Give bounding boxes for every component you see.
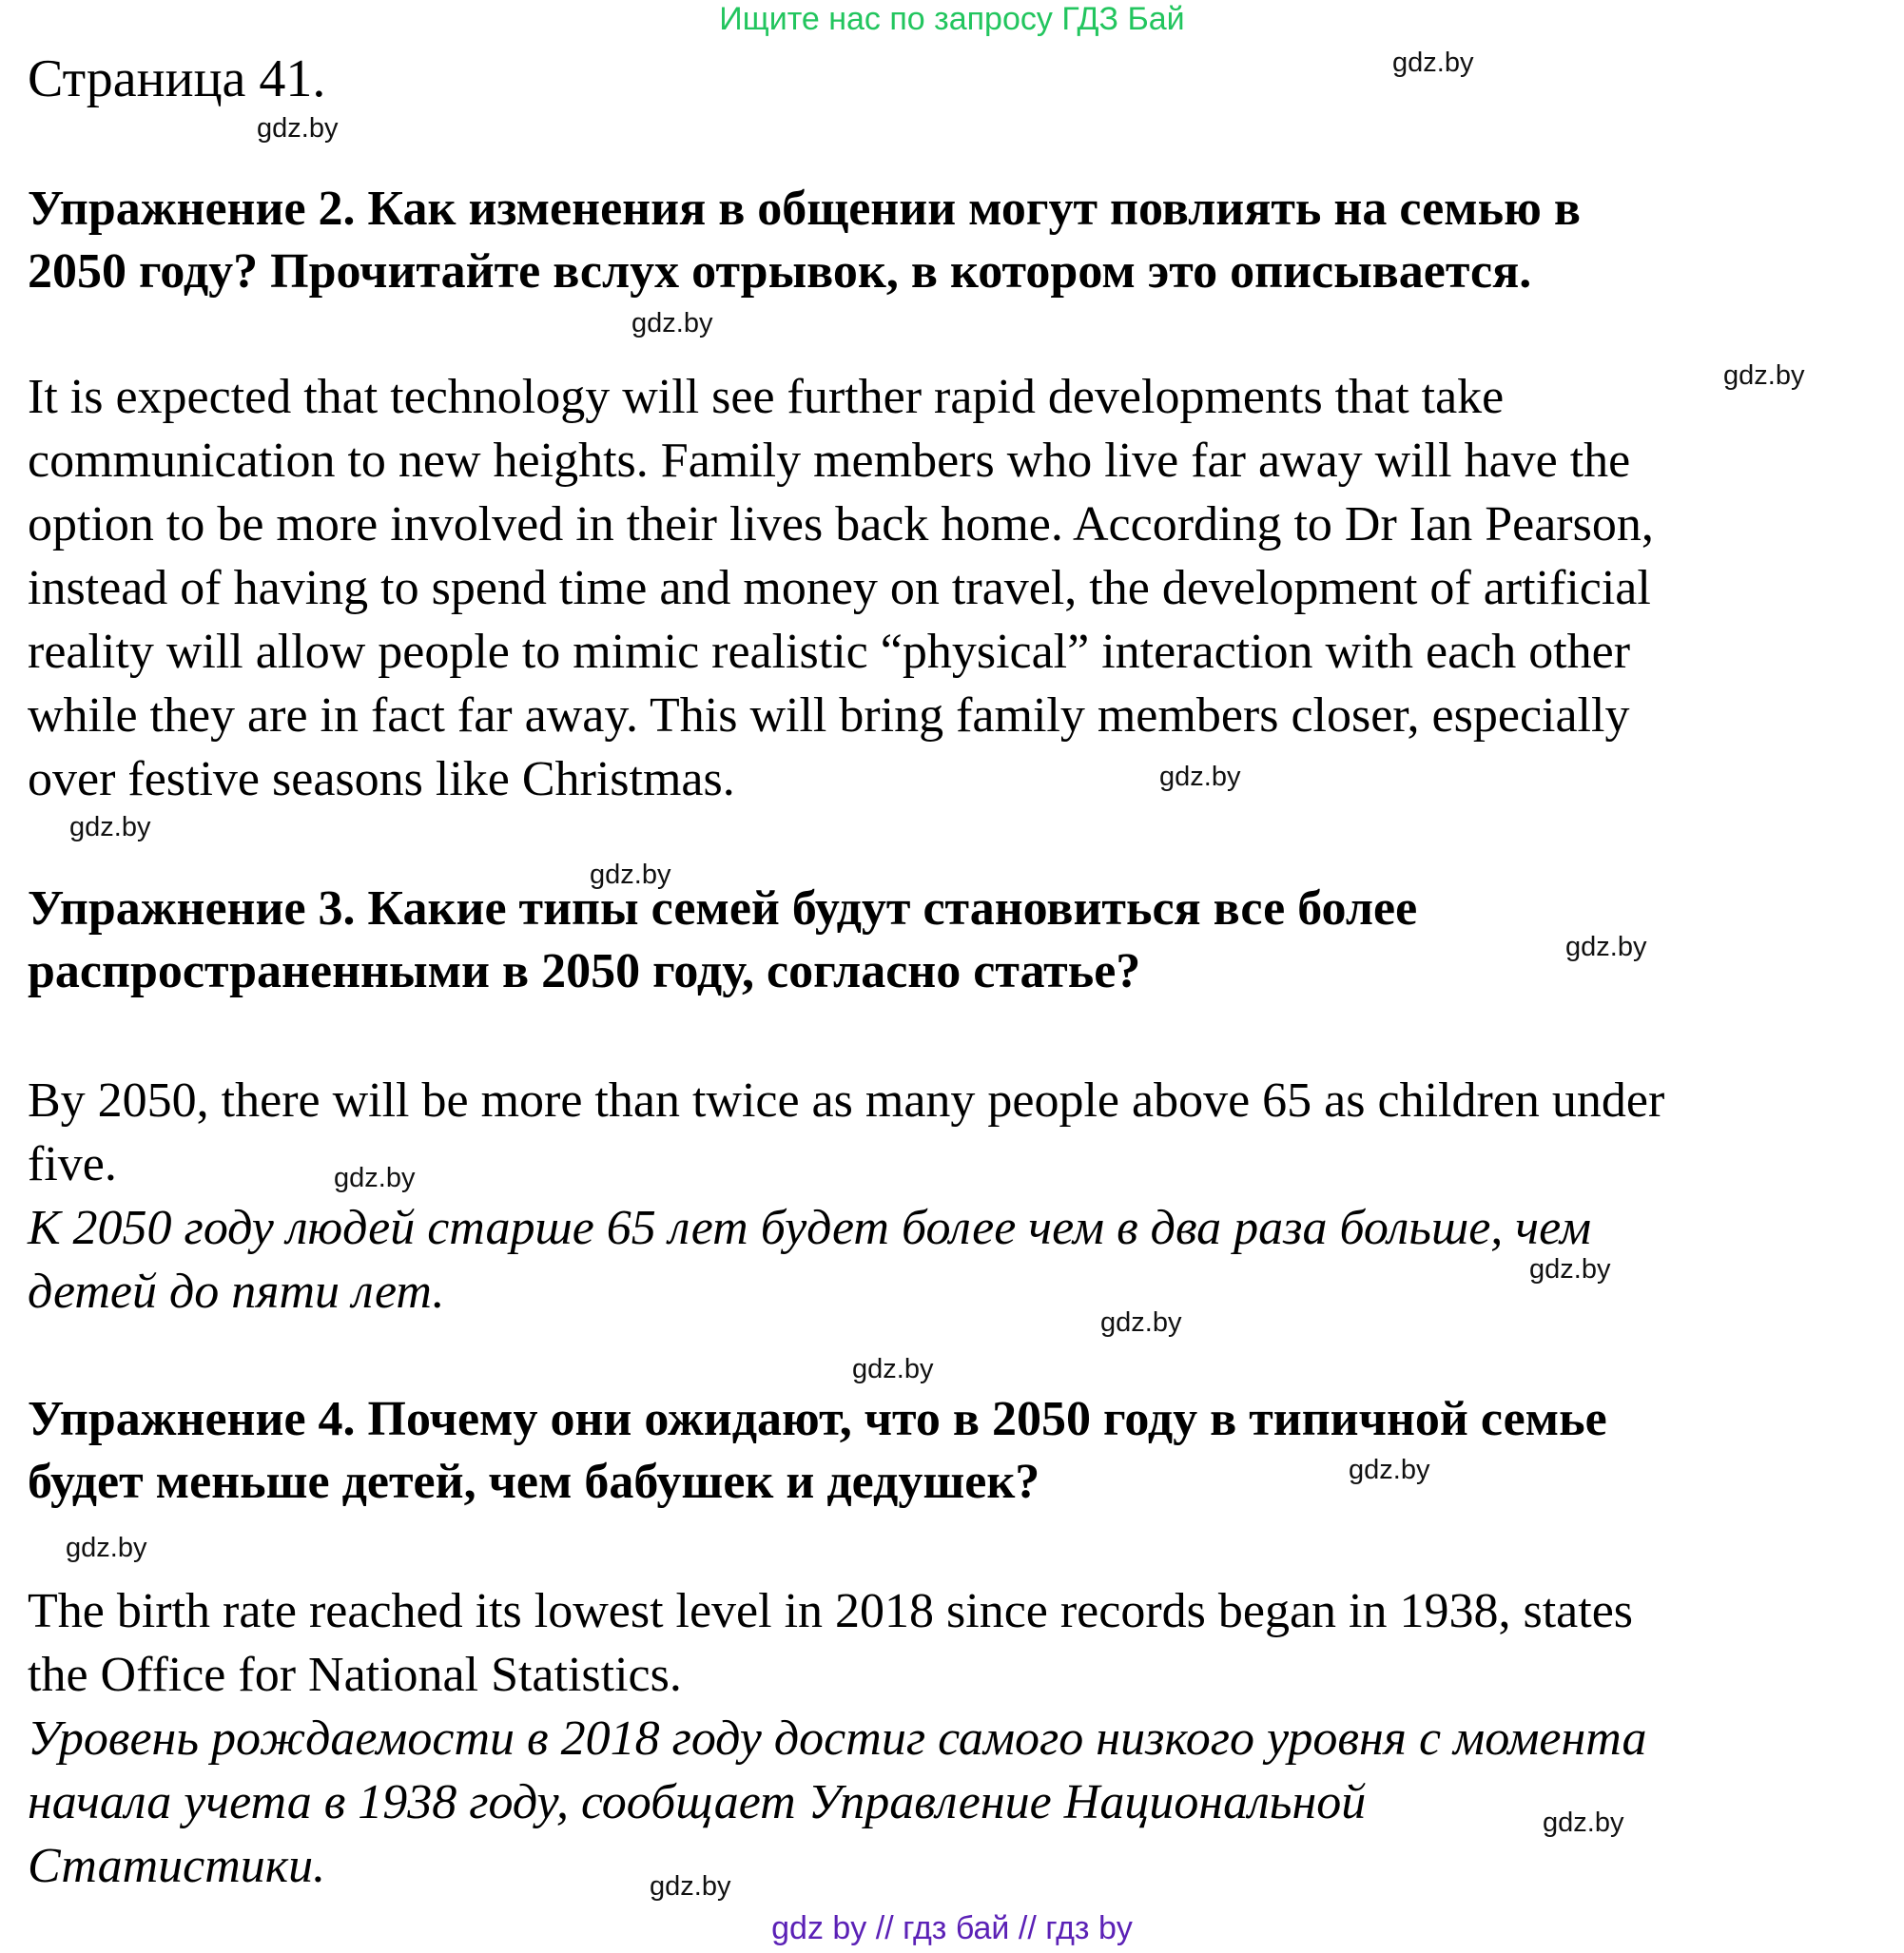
exercise2-text-line5: reality will allow people to mimic realistic “physical” interaction with each other [28,625,1631,679]
exercise2-text-line1: It is expected that technology will see further rapid developments that take [28,370,1505,424]
watermark: gdz.by [1543,1808,1624,1838]
exercise3-answer-ru-line2: детей до пяти лет. [28,1265,445,1319]
watermark: gdz.by [66,1533,147,1563]
exercise2-text-line3: option to be more involved in their lives back home. According to Dr Ian Pearson, [28,497,1654,551]
watermark: gdz.by [69,812,151,842]
exercise3-answer-ru-line1: К 2050 году людей старше 65 лет будет более чем в два раза больше, чем [28,1201,1592,1255]
exercise3-answer-en-line1: By 2050, there will be more than twice as many people above 65 as children under [28,1073,1665,1128]
exercise4-answer-en-line2: the Office for National Statistics. [28,1648,682,1702]
watermark: gdz.by [852,1354,934,1384]
top-banner-text[interactable]: Ищите нас по запросу ГДЗ Бай [719,1,1185,37]
exercise3-answer-en-line2: five. [28,1137,117,1191]
exercise3-heading-line1: Упражнение 3. Какие типы семей будут становиться все более [28,881,1418,936]
watermark: gdz.by [1392,48,1474,78]
watermark: gdz.by [1723,360,1805,391]
footer-links[interactable]: gdz by // гдз бай // гдз by [771,1910,1133,1946]
exercise2-heading-line1: Упражнение 2. Как изменения в общении могут повлиять на семью в [28,182,1581,236]
exercise2-text-line4: instead of having to spend time and money on travel, the development of artificial [28,561,1651,615]
watermark: gdz.by [650,1871,731,1902]
watermark: gdz.by [1159,762,1241,792]
watermark: gdz.by [257,113,339,144]
page-title: Страница 41. [28,49,326,108]
exercise4-answer-ru-line1: Уровень рождаемости в 2018 году достиг самого низкого уровня с момента [28,1711,1647,1766]
exercise4-heading-line1: Упражнение 4. Почему они ожидают, что в 2050 году в типичной семье [28,1392,1607,1446]
exercise2-text-line6: while they are in fact far away. This will bring family members closer, especially [28,688,1630,743]
watermark: gdz.by [1349,1455,1430,1485]
exercise2-text-line2: communication to new heights. Family members who live far away will have the [28,434,1631,488]
watermark: gdz.by [1565,932,1647,962]
watermark: gdz.by [1529,1254,1611,1285]
watermark: gdz.by [1100,1307,1182,1338]
exercise2-heading-line2: 2050 году? Прочитайте вслух отрывок, в котором это описывается. [28,244,1532,299]
exercise3-heading-line2: распространенными в 2050 году, согласно статье? [28,944,1141,998]
exercise2-text-line7: over festive seasons like Christmas. [28,752,735,806]
watermark: gdz.by [631,308,713,338]
exercise4-answer-ru-line2: начала учета в 1938 году, сообщает Управление Национальной [28,1775,1367,1829]
exercise4-answer-ru-line3: Статистики. [28,1839,326,1893]
watermark: gdz.by [334,1163,416,1193]
watermark: gdz.by [590,860,671,890]
exercise4-heading-line2: будет меньше детей, чем бабушек и дедушек? [28,1455,1040,1509]
exercise4-answer-en-line1: The birth rate reached its lowest level in 2018 since records began in 1938, states [28,1584,1634,1638]
